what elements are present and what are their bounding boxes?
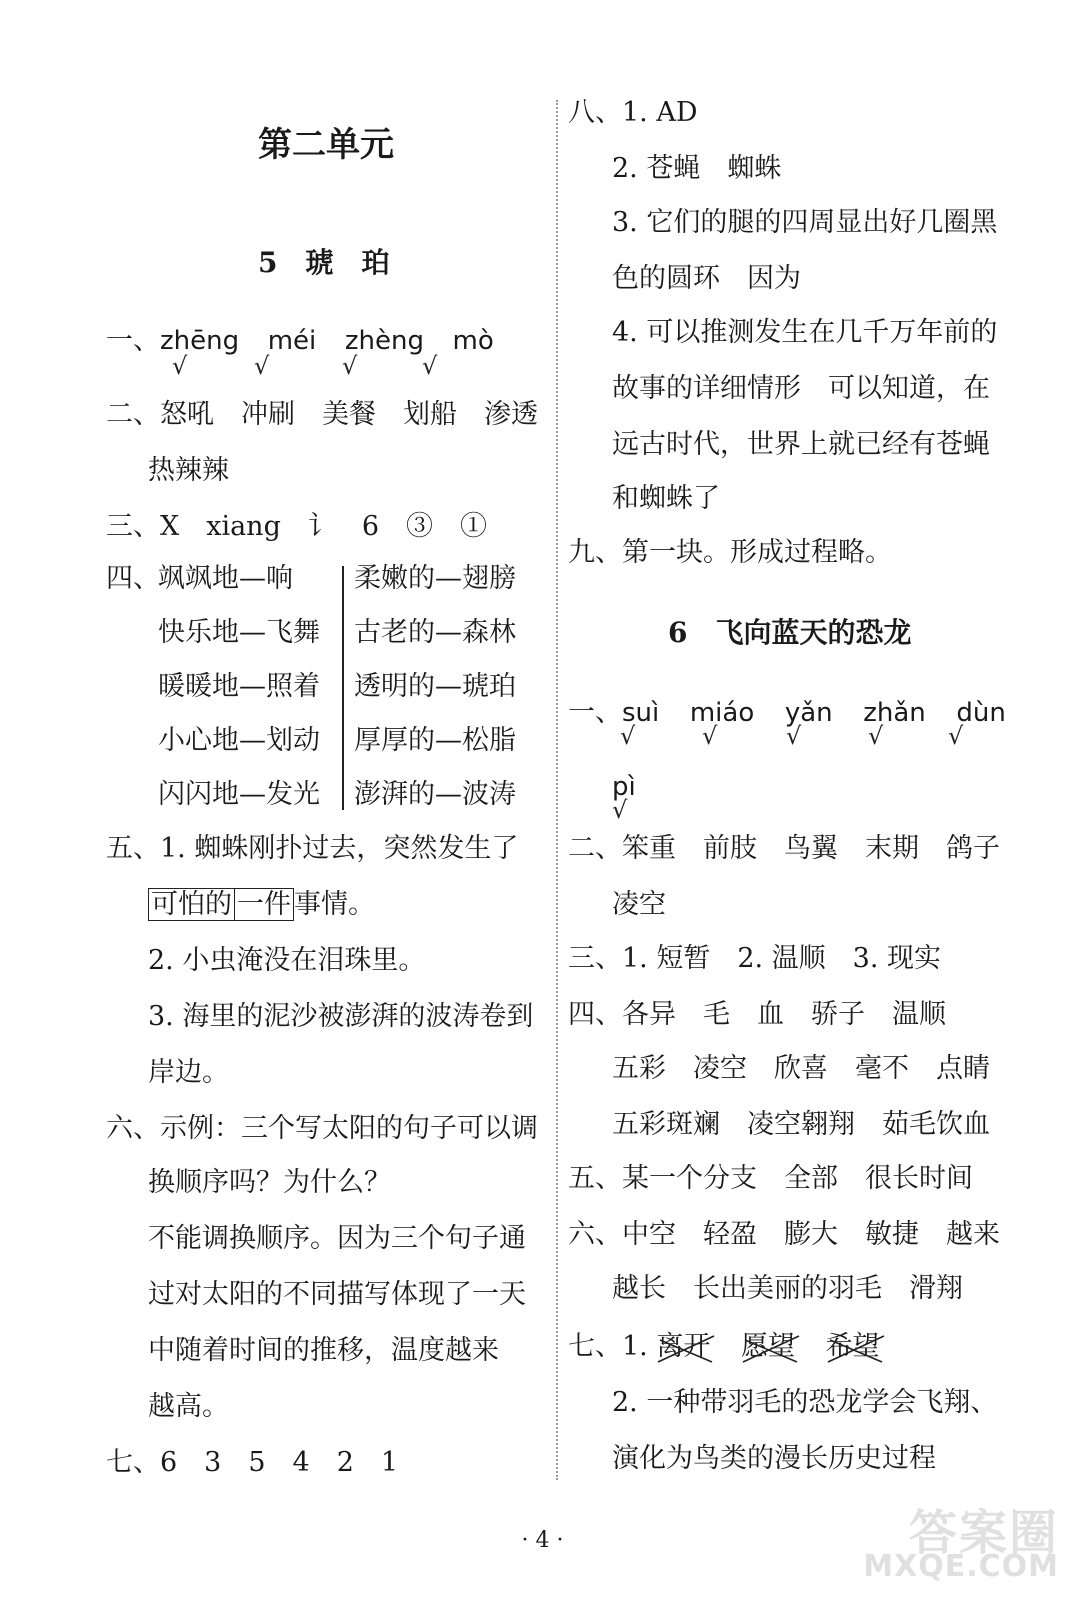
check-mark-icon: √ [422, 352, 438, 380]
l5-q9: 九、第一块。形成过程略。 [568, 537, 892, 568]
l5-q4-label: 四、 [106, 563, 160, 594]
watermark-bottom: MXQE.COM [863, 1549, 1059, 1584]
l6-q7-line2: 2. 一种带羽毛的恐龙学会飞翔、 [612, 1387, 998, 1418]
l5-q1-pinyin-4: mò [452, 326, 494, 356]
l5-q4-right-3: 透明的—琥珀 [354, 671, 516, 702]
check-mark-icon: √ [342, 352, 358, 380]
lesson5-title: 5 琥 珀 [258, 246, 390, 279]
l5-q2-line1: 二、怒吼 冲刷 美餐 划船 渗透 [106, 399, 538, 430]
l5-q4-right-5: 澎湃的—波涛 [354, 779, 516, 810]
l5-q5-line2-rest: 事情。 [294, 889, 375, 920]
l5-q8-line1: 八、1. AD [568, 97, 698, 128]
l6-q4-line1: 四、各异 毛 血 骄子 温顺 [568, 999, 946, 1030]
struck-word-text: 愿望 [740, 1331, 795, 1362]
l6-q1-pinyin-5: dùn [956, 698, 1006, 728]
l6-q1-pinyin-3: yǎn [784, 698, 833, 728]
l5-q4-left-2: 快乐地—飞舞 [158, 617, 320, 648]
l5-q6-line6: 越高。 [148, 1391, 229, 1422]
check-mark-icon: √ [172, 352, 188, 380]
l5-q6-line4: 过对太阳的不同描写体现了一天 [148, 1279, 526, 1310]
l5-q1-label: 一、 [106, 325, 160, 356]
l5-q4-right-4: 厚厚的—松脂 [354, 725, 516, 756]
l5-q4-right-1: 柔嫩的—翅膀 [354, 563, 516, 594]
l5-q2-line2: 热辣辣 [148, 455, 229, 486]
l6-q3: 三、1. 短暂 2. 温顺 3. 现实 [568, 943, 942, 974]
l6-q1-pinyin-4: zhǎn [863, 698, 926, 728]
l6-q1-pinyin-6: pì [612, 772, 636, 802]
l6-q4-line3: 五彩斑斓 凌空翱翔 茹毛饮血 [612, 1109, 990, 1140]
l5-q6-line5: 中随着时间的推移，温度越来 [148, 1335, 499, 1366]
l5-q5-line3: 2. 小虫淹没在泪珠里。 [148, 945, 426, 976]
l5-q4-right-2: 古老的—森林 [354, 617, 516, 648]
l5-q4-left-1: 飒飒地—响 [158, 563, 293, 594]
matching-divider [342, 566, 344, 810]
l5-q5-line1: 五、1. 蜘蛛刚扑过去，突然发生了 [106, 833, 519, 864]
l5-q6-line3: 不能调换顺序。因为三个句子通 [148, 1223, 526, 1254]
l5-q8-line3: 3. 它们的腿的四周显出好几圈黑 [612, 207, 998, 238]
check-mark-icon: √ [620, 722, 636, 750]
l5-q7: 七、6 3 5 4 2 1 [106, 1447, 399, 1478]
l6-q6-line1: 六、中空 轻盈 膨大 敏捷 越来 [568, 1219, 1000, 1250]
l6-q2-line1: 二、笨重 前肢 鸟翼 末期 鸽子 [568, 833, 1000, 864]
lesson6-title: 6 飞向蓝天的恐龙 [668, 616, 912, 649]
l6-q1-pinyin-2: miáo [689, 698, 755, 728]
l6-q2-line2: 凌空 [612, 889, 666, 920]
l6-q1-pinyin-1: suì [622, 698, 660, 728]
struck-word [826, 1330, 880, 1364]
l5-q5-line4: 3. 海里的泥沙被澎湃的波涛卷到 [148, 1001, 534, 1032]
l5-q8-line6: 故事的详细情形 可以知道，在 [612, 373, 990, 404]
watermark-top: 答案圈 [908, 1505, 1059, 1561]
l5-q3: 三、X xiang 讠 6 ③ ① [106, 511, 488, 542]
check-mark-icon: √ [702, 722, 718, 750]
strike-mark-icon [737, 1332, 803, 1366]
l5-q8-line8: 和蜘蛛了 [612, 483, 720, 514]
l5-q8-line7: 远古时代，世界上就已经有苍蝇 [612, 429, 990, 460]
l6-q7-line1 [568, 1330, 880, 1364]
struck-word [741, 1330, 795, 1364]
l6-q6-line2: 越长 长出美丽的羽毛 滑翔 [612, 1273, 963, 1304]
l6-q7-line3: 演化为鸟类的漫长历史过程 [612, 1443, 936, 1474]
l5-q5-line2 [148, 888, 375, 922]
l5-q4-left-4: 小心地—划动 [158, 725, 320, 756]
l5-q1-pinyin-1: zhēng [160, 326, 240, 356]
watermark [863, 1494, 1067, 1584]
l6-q1-label: 一、 [568, 697, 622, 728]
boxed-word: 可怕的 [148, 888, 235, 921]
page-number: · 4 · [521, 1528, 564, 1553]
l5-q5-line5: 岸边。 [148, 1057, 229, 1088]
l5-q6-line1: 六、示例：三个写太阳的句子可以调 [106, 1113, 538, 1144]
l5-q1-pinyin-3: zhèng [344, 326, 424, 356]
column-divider [556, 100, 558, 1480]
unit-title: 第二单元 [258, 125, 394, 165]
boxed-word: 一件 [235, 888, 294, 921]
check-mark-icon: √ [612, 796, 628, 824]
l5-q8-line5: 4. 可以推测发生在几千万年前的 [612, 317, 998, 348]
l5-q8-line4: 色的圆环 因为 [612, 263, 801, 294]
strike-mark-icon [822, 1332, 888, 1366]
check-mark-icon: √ [254, 352, 270, 380]
struck-word-text: 离开 [656, 1331, 711, 1362]
l6-q4-line2: 五彩 凌空 欣喜 毫不 点睛 [612, 1053, 990, 1084]
l5-q4-left-5: 闪闪地—发光 [158, 779, 320, 810]
check-mark-icon: √ [948, 722, 964, 750]
l6-q5: 五、某一个分支 全部 很长时间 [568, 1163, 973, 1194]
l6-q7-label: 七、1. [568, 1331, 648, 1362]
check-mark-icon: √ [786, 722, 802, 750]
check-mark-icon: √ [868, 722, 884, 750]
strike-mark-icon [652, 1332, 718, 1366]
l5-q1-pinyin-2: méi [267, 326, 317, 356]
struck-word-text: 希望 [825, 1331, 880, 1362]
l5-q6-line2: 换顺序吗？为什么？ [148, 1167, 391, 1198]
l5-q4-left-3: 暖暖地—照着 [158, 671, 320, 702]
l5-q8-line2: 2. 苍蝇 蜘蛛 [612, 153, 782, 184]
struck-word [656, 1330, 710, 1364]
